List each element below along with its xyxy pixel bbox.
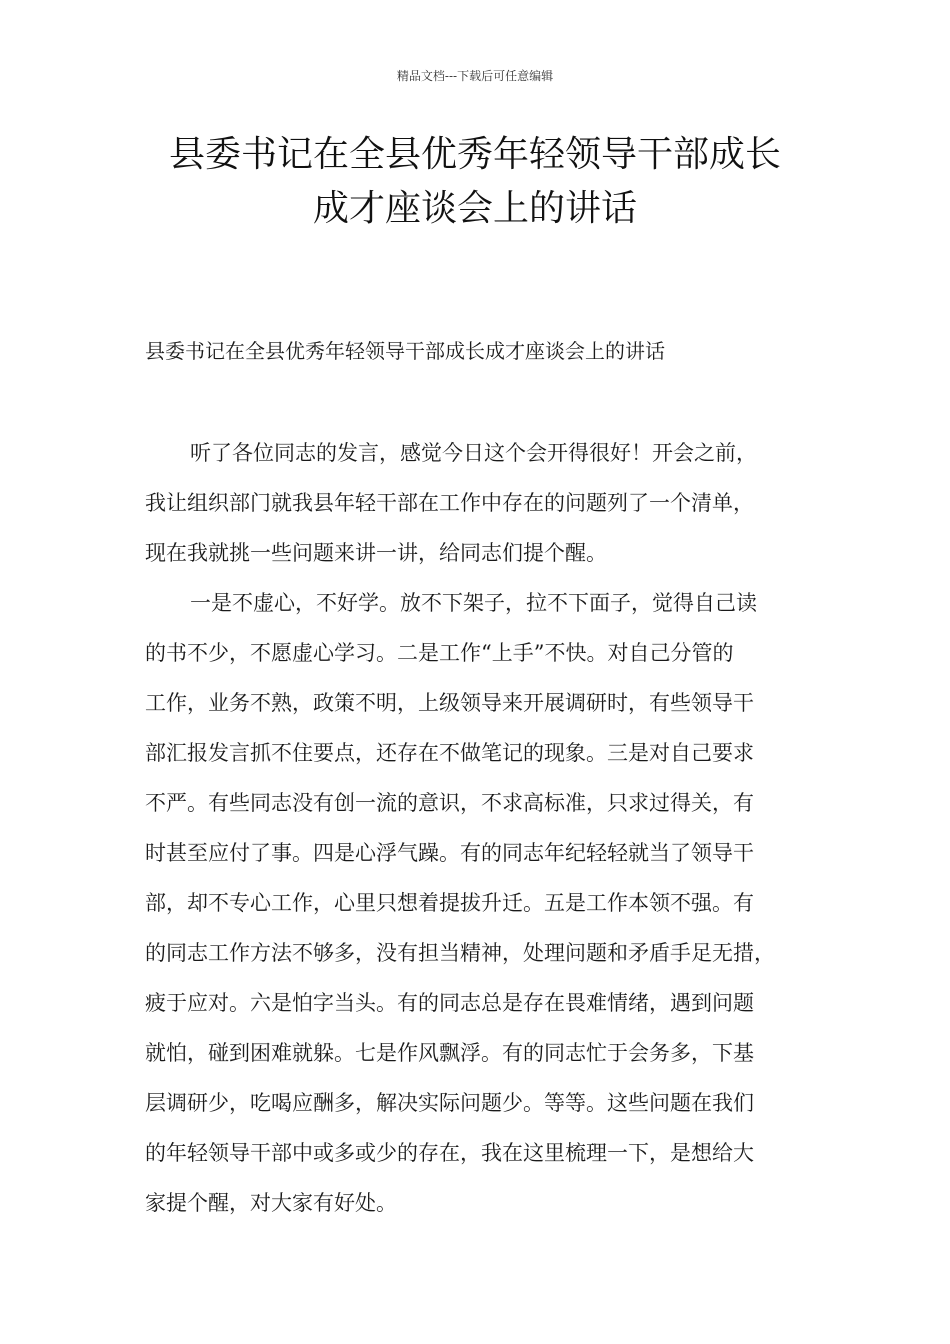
paragraph-line: 的同志工作方法不够多，没有担当精神，处理问题和矛盾手足无措， (145, 941, 775, 965)
document-title (100, 128, 850, 236)
paragraph-line: 工作，业务不熟，政策不明，上级领导来开展调研时，有些领导干 (145, 691, 754, 715)
document-body (145, 428, 835, 1228)
paragraph-line: 部，却不专心工作，心里只想着提拔升迁。五是工作本领不强。有 (145, 891, 754, 915)
paragraph-line: 的书不少，不愿虚心学习。二是工作“上手”不快。对自己分管的 (145, 641, 734, 665)
paragraph-line: 听了各位同志的发言，感觉今日这个会开得很好！开会之前， (190, 441, 757, 465)
paragraph-line: 的年轻领导干部中或多或少的存在，我在这里梳理一下，是想给大 (145, 1141, 754, 1165)
paragraph-line: 一是不虚心，不好学。放不下架子，拉不下面子，觉得自己读 (190, 591, 757, 615)
paragraph-line: 我让组织部门就我县年轻干部在工作中存在的问题列了一个清单， (145, 491, 754, 515)
paragraph-line: 就怕，碰到困难就躲。七是作风飘浮。有的同志忙于会务多，下基 (145, 1041, 754, 1065)
paragraph-line: 不严。有些同志没有创一流的意识，不求高标准，只求过得关，有 (145, 791, 754, 815)
paragraph-line: 现在我就挑一些问题来讲一讲，给同志们提个醒。 (145, 541, 607, 565)
paragraph-line: 家提个醒，对大家有好处。 (145, 1191, 397, 1215)
paragraph-line: 时甚至应付了事。四是心浮气躁。有的同志年纪轻轻就当了领导干 (145, 841, 754, 865)
document-subtitle: 县委书记在全县优秀年轻领导干部成长成才座谈会上的讲话 (145, 339, 665, 363)
header-note: 精品文档---下载后可任意编辑 (396, 69, 554, 83)
paragraph-1 (145, 428, 835, 578)
title-line-2: 成才座谈会上的讲话 (312, 188, 637, 229)
paragraph-2 (145, 578, 835, 1228)
title-line-1: 县委书记在全县优秀年轻领导干部成长 (168, 134, 781, 175)
paragraph-line: 疲于应对。六是怕字当头。有的同志总是存在畏难情绪，遇到问题 (145, 991, 754, 1015)
paragraph-line: 部汇报发言抓不住要点，还存在不做笔记的现象。三是对自己要求 (145, 741, 754, 765)
paragraph-line: 层调研少，吃喝应酬多，解决实际问题少。等等。这些问题在我们 (145, 1091, 754, 1115)
